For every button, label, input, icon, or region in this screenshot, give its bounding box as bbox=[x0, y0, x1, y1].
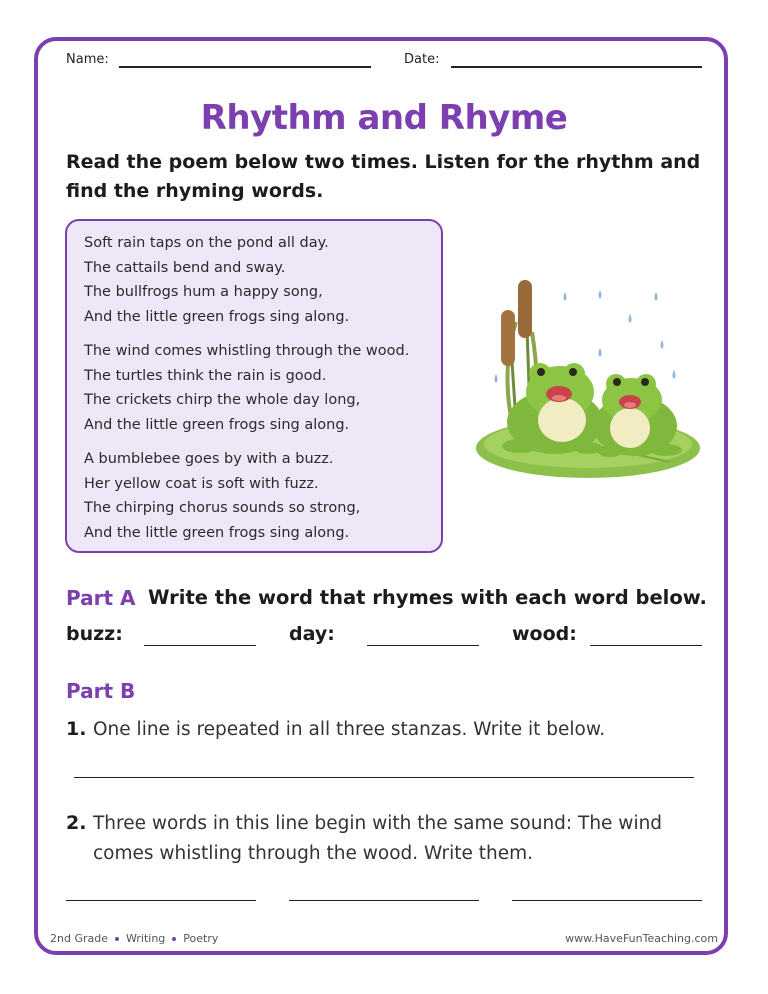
poem-line: And the little green frogs sing along. bbox=[84, 524, 350, 541]
footer-topic: Poetry bbox=[183, 932, 219, 945]
footer-website[interactable]: www.HaveFunTeaching.com bbox=[565, 932, 718, 945]
poem-line: The wind comes whistling through the wood. bbox=[84, 343, 410, 359]
poem-box bbox=[65, 219, 443, 553]
poem-stanza bbox=[84, 339, 441, 437]
name-label: Name: bbox=[66, 52, 109, 67]
part-a-instruction: Write the word that rhymes with each word below. bbox=[148, 586, 707, 609]
bullet-icon bbox=[115, 937, 119, 941]
frog-right bbox=[593, 374, 682, 457]
question-2-text-line-2: comes whistling through the wood. Write them. bbox=[93, 843, 533, 864]
rhyme-word-buzz: buzz: bbox=[66, 623, 123, 645]
rhyme-word-day: day: bbox=[289, 623, 335, 645]
answer-line-question-2-word-3[interactable] bbox=[512, 900, 702, 901]
poem-line: The turtles think the rain is good. bbox=[84, 367, 327, 384]
footer-subject: Writing bbox=[126, 932, 166, 945]
poem-line: The bullfrogs hum a happy song, bbox=[84, 284, 323, 300]
poem-stanza bbox=[84, 447, 441, 545]
poem-line: And the little green frogs sing along. bbox=[84, 416, 350, 433]
instructions: Read the poem below two times. Listen for the rhythm and find the rhyming words. bbox=[66, 151, 701, 202]
poem-stanza bbox=[84, 231, 441, 329]
part-b-label: Part B bbox=[66, 679, 136, 703]
question-1-number: 1. bbox=[66, 718, 87, 740]
poem-line: Her yellow coat is soft with fuzz. bbox=[84, 475, 319, 492]
poem-line: A bumblebee goes by with a buzz. bbox=[84, 451, 334, 467]
answer-line-buzz[interactable] bbox=[144, 645, 256, 646]
footer-tags bbox=[50, 932, 218, 945]
footer-grade: 2nd Grade bbox=[50, 932, 108, 945]
frogs-on-lily-pad-illustration bbox=[470, 262, 710, 482]
poem-line: The chirping chorus sounds so strong, bbox=[84, 500, 361, 516]
answer-line-day[interactable] bbox=[367, 645, 479, 646]
date-line[interactable] bbox=[451, 66, 702, 68]
question-2-text-line-1: Three words in this line begin with the same sound: The wind bbox=[93, 813, 663, 834]
part-a-label: Part A bbox=[66, 586, 136, 610]
poem-line: And the little green frogs sing along. bbox=[84, 308, 350, 325]
frog-left bbox=[502, 363, 603, 454]
answer-line-wood[interactable] bbox=[590, 645, 702, 646]
page-title: Rhythm and Rhyme bbox=[200, 98, 568, 138]
answer-line-question-2-word-1[interactable] bbox=[66, 900, 256, 901]
poem-line: Soft rain taps on the pond all day. bbox=[84, 235, 329, 251]
question-2-number: 2. bbox=[66, 812, 87, 834]
name-line[interactable] bbox=[119, 66, 371, 68]
answer-line-question-2-word-2[interactable] bbox=[289, 900, 479, 901]
date-label: Date: bbox=[404, 52, 440, 67]
poem-line: The crickets chirp the whole day long, bbox=[84, 392, 361, 408]
rhyme-word-wood: wood: bbox=[512, 623, 577, 645]
question-1-text: One line is repeated in all three stanzas. Write it below. bbox=[93, 719, 606, 740]
bullet-icon bbox=[172, 937, 176, 941]
answer-line-question-1[interactable] bbox=[74, 777, 694, 778]
poem-line: The cattails bend and sway. bbox=[84, 259, 286, 276]
